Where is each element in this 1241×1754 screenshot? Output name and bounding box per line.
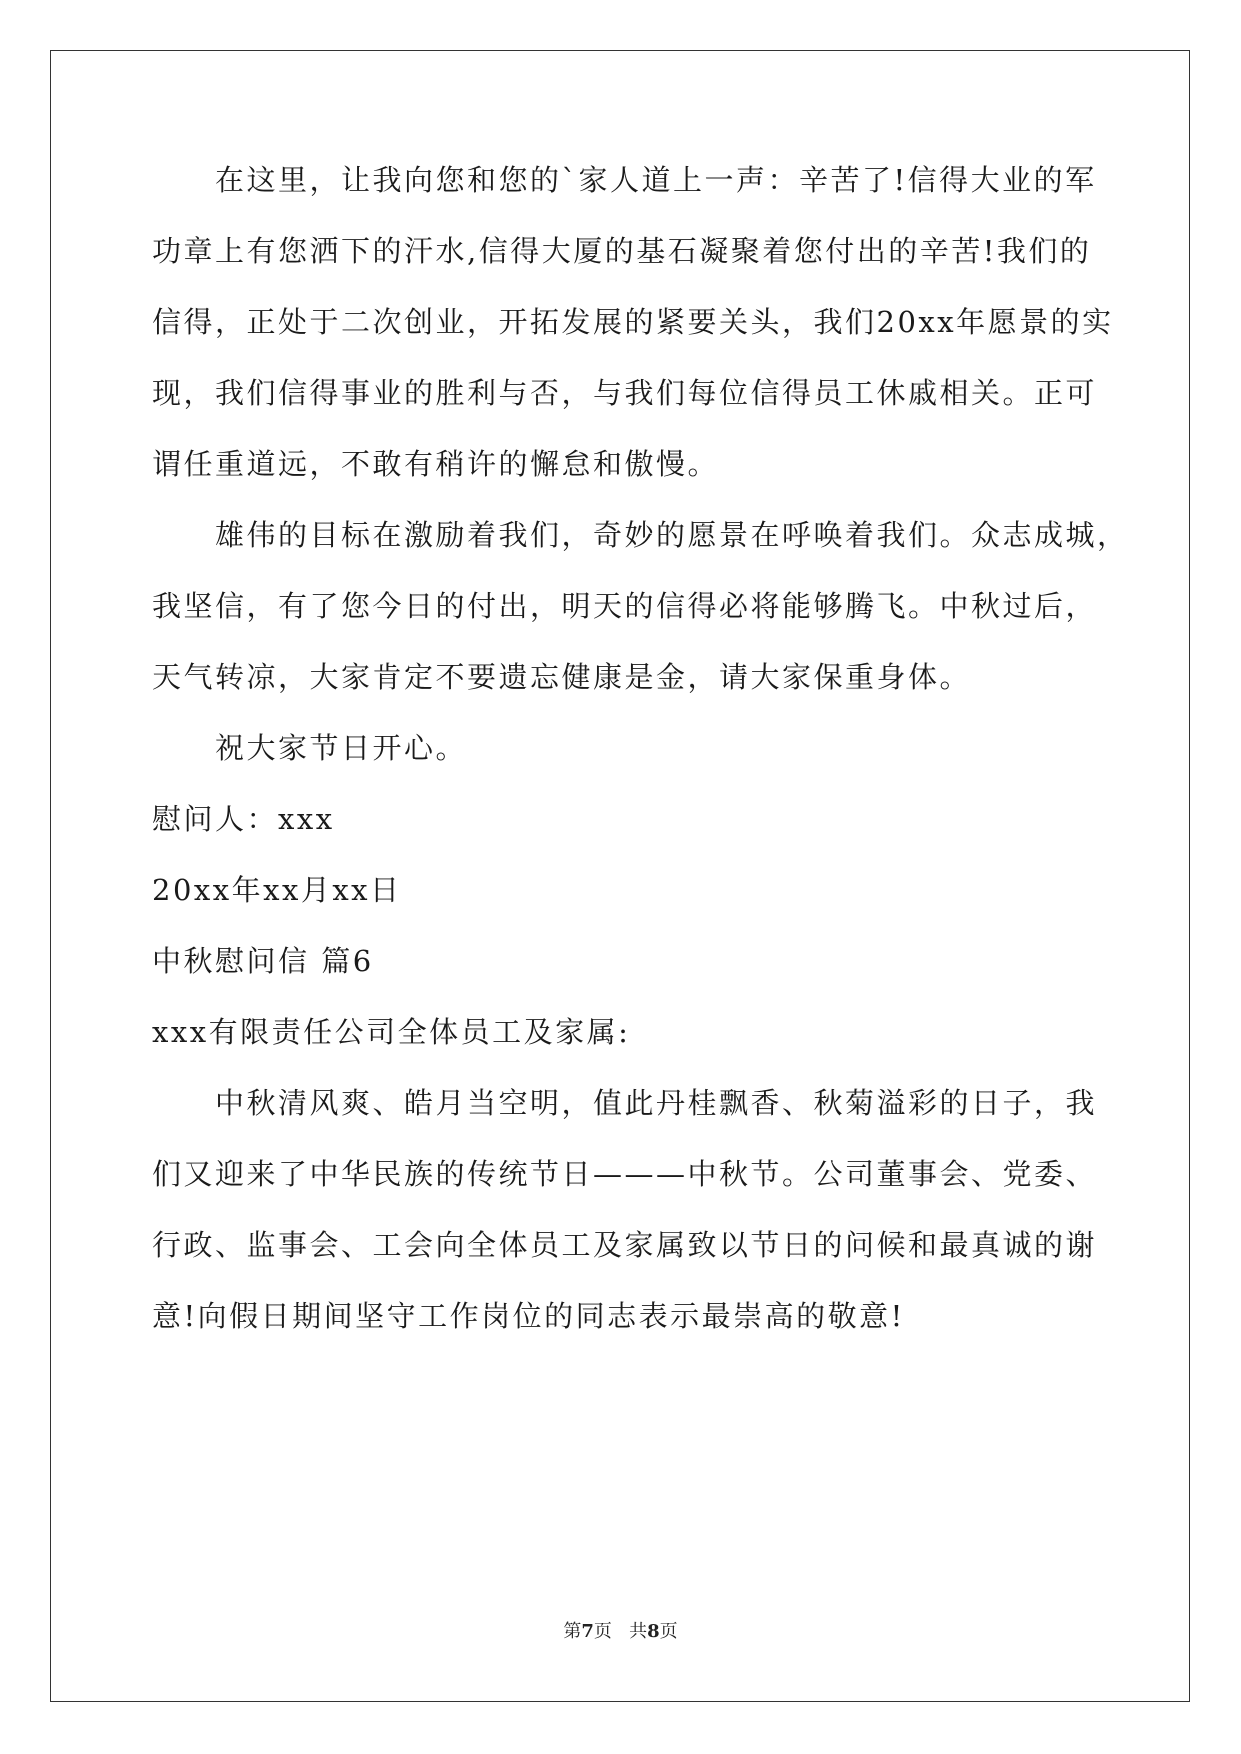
paragraph-line: 我坚信，有了您今日的付出，明天的信得必将能够腾飞。中秋过后， (152, 589, 1098, 623)
salutation-line: xxx有限责任公司全体员工及家属: (152, 1015, 631, 1049)
total-suffix: 页 (659, 1621, 678, 1642)
page-suffix: 页 (593, 1621, 612, 1642)
paragraph-line: 雄伟的目标在激励着我们，奇妙的愿景在呼唤着我们。众志成城， (152, 518, 1129, 552)
page-footer (0, 1620, 1241, 1644)
section-title: 中秋慰问信 篇6 (152, 944, 374, 978)
paragraph-line: 行政、监事会、工会向全体员工及家属致以节日的问候和最真诚的谢 (152, 1228, 1098, 1262)
total-prefix: 共 (629, 1621, 648, 1642)
date-line: 20xx年xx月xx日 (152, 873, 402, 907)
paragraph-line: 祝大家节日开心。 (152, 731, 468, 765)
paragraph-line: 功章上有您洒下的汗水,信得大厦的基石凝聚着您付出的辛苦!我们的 (152, 234, 1092, 268)
paragraph-line: 现，我们信得事业的胜利与否，与我们每位信得员工休戚相关。正可 (152, 376, 1098, 410)
paragraph-line: 天气转凉，大家肯定不要遗忘健康是金，请大家保重身体。 (152, 660, 972, 694)
signer-line: 慰问人：xxx (152, 802, 335, 836)
total-pages-number: 8 (647, 1621, 660, 1642)
paragraph-line: 意!向假日期间坚守工作岗位的同志表示最崇高的敬意! (152, 1299, 905, 1333)
paragraph-line: 中秋清风爽、皓月当空明，值此丹桂飘香、秋菊溢彩的日子，我 (152, 1086, 1098, 1120)
paragraph-line: 信得，正处于二次创业，开拓发展的紧要关头，我们20xx年愿景的实 (152, 305, 1114, 339)
paragraph-line: 谓任重道远，不敢有稍许的懈怠和傲慢。 (152, 447, 720, 481)
paragraph-line: 们又迎来了中华民族的传统节日———中秋节。公司董事会、党委、 (152, 1157, 1098, 1191)
current-page-number: 7 (581, 1621, 594, 1642)
page-prefix: 第 (563, 1621, 582, 1642)
paragraph-line: 在这里，让我向您和您的`家人道上一声：辛苦了!信得大业的军 (152, 163, 1097, 197)
